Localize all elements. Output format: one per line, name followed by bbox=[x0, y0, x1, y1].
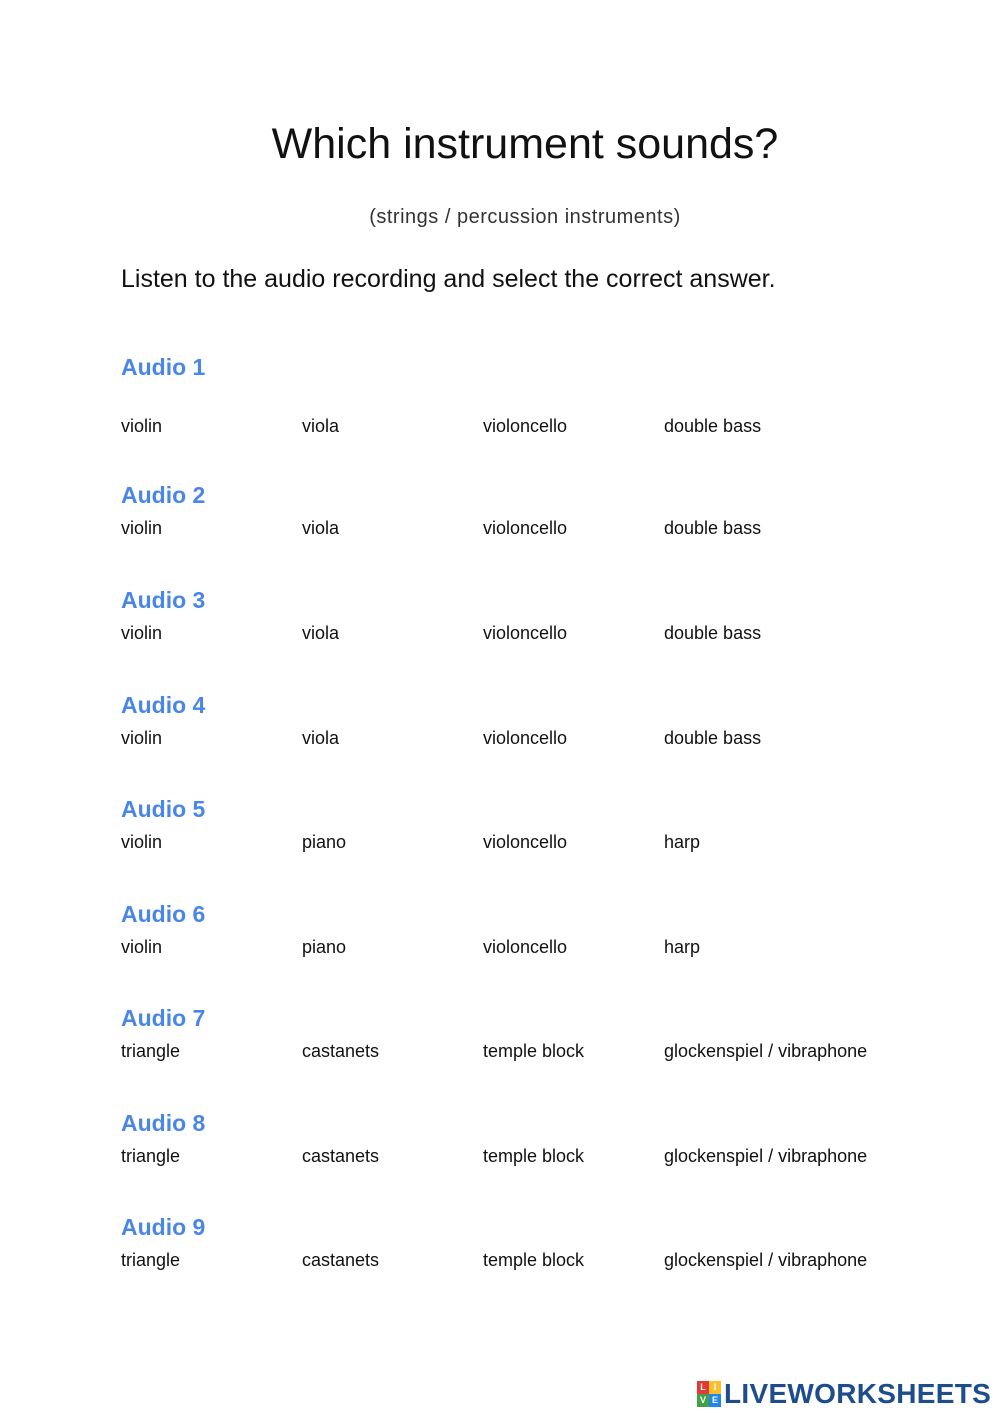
liveworksheets-logo[interactable] bbox=[697, 1378, 991, 1410]
answer-option[interactable]: temple block bbox=[483, 1041, 585, 1061]
question-label: Audio 3 bbox=[121, 587, 206, 613]
answer-option[interactable]: violin bbox=[121, 832, 163, 852]
question-audio-7 bbox=[121, 1003, 921, 1063]
question-label: Audio 7 bbox=[121, 1005, 206, 1031]
answer-option[interactable]: piano bbox=[302, 832, 347, 852]
answer-option[interactable]: triangle bbox=[121, 1146, 181, 1166]
answer-option[interactable]: double bass bbox=[664, 623, 762, 643]
logo-mark-tile: V bbox=[697, 1394, 709, 1407]
question-label: Audio 6 bbox=[121, 901, 206, 927]
answer-option[interactable]: violoncello bbox=[483, 518, 568, 538]
answer-option[interactable]: glockenspiel / vibraphone bbox=[664, 1250, 868, 1270]
answer-options bbox=[121, 830, 921, 854]
question-audio-2 bbox=[121, 480, 921, 540]
question-audio-1 bbox=[121, 352, 921, 438]
answer-option[interactable]: viola bbox=[302, 623, 340, 643]
question-label: Audio 4 bbox=[121, 692, 206, 718]
answer-option[interactable]: castanets bbox=[302, 1250, 380, 1270]
answer-option[interactable]: viola bbox=[302, 416, 340, 436]
answer-option[interactable]: harp bbox=[664, 832, 701, 852]
answer-option[interactable]: glockenspiel / vibraphone bbox=[664, 1146, 868, 1166]
answer-options bbox=[121, 621, 921, 645]
answer-options bbox=[121, 726, 921, 750]
answer-option[interactable]: violin bbox=[121, 623, 163, 643]
answer-option[interactable]: violoncello bbox=[483, 623, 568, 643]
answer-option[interactable]: harp bbox=[664, 937, 701, 957]
logo-mark-tile: I bbox=[709, 1381, 721, 1394]
answer-option[interactable]: viola bbox=[302, 518, 340, 538]
instructions-text: Listen to the audio recording and select the correct answer. bbox=[121, 265, 776, 293]
question-audio-3 bbox=[121, 585, 921, 645]
answer-options bbox=[121, 414, 921, 438]
answer-options bbox=[121, 1144, 921, 1168]
answer-options bbox=[121, 1248, 921, 1272]
answer-option[interactable]: violin bbox=[121, 728, 163, 748]
answer-option[interactable]: double bass bbox=[664, 728, 762, 748]
question-audio-4 bbox=[121, 690, 921, 750]
answer-options bbox=[121, 1039, 921, 1063]
question-label: Audio 2 bbox=[121, 482, 206, 508]
answer-option[interactable]: castanets bbox=[302, 1146, 380, 1166]
answer-option[interactable]: violin bbox=[121, 518, 163, 538]
answer-option[interactable]: violoncello bbox=[483, 937, 568, 957]
logo-mark-tile: L bbox=[697, 1381, 709, 1394]
question-audio-5 bbox=[121, 794, 921, 854]
question-label: Audio 5 bbox=[121, 796, 206, 822]
answer-option[interactable]: violoncello bbox=[483, 416, 568, 436]
answer-options bbox=[121, 935, 921, 959]
logo-mark-tile: E bbox=[709, 1394, 721, 1407]
page-title: Which instrument sounds? bbox=[271, 120, 779, 168]
question-audio-9 bbox=[121, 1212, 921, 1272]
answer-option[interactable]: piano bbox=[302, 937, 347, 957]
answer-option[interactable]: triangle bbox=[121, 1250, 181, 1270]
answer-option[interactable]: viola bbox=[302, 728, 340, 748]
answer-option[interactable]: violin bbox=[121, 937, 163, 957]
question-label: Audio 8 bbox=[121, 1110, 206, 1136]
answer-option[interactable]: violoncello bbox=[483, 832, 568, 852]
answer-option[interactable]: temple block bbox=[483, 1146, 585, 1166]
logo-text: LIVEWORKSHEETS bbox=[724, 1378, 992, 1409]
answer-options bbox=[121, 516, 921, 540]
answer-option[interactable]: violin bbox=[121, 416, 163, 436]
question-audio-6 bbox=[121, 899, 921, 959]
page-subtitle: (strings / percussion instruments) bbox=[369, 206, 681, 228]
question-label: Audio 1 bbox=[121, 354, 206, 380]
question-audio-8 bbox=[121, 1108, 921, 1168]
answer-option[interactable]: glockenspiel / vibraphone bbox=[664, 1041, 868, 1061]
answer-option[interactable]: temple block bbox=[483, 1250, 585, 1270]
answer-option[interactable]: violoncello bbox=[483, 728, 568, 748]
logo-mark-icon bbox=[697, 1381, 721, 1407]
question-label: Audio 9 bbox=[121, 1214, 206, 1240]
answer-option[interactable]: double bass bbox=[664, 518, 762, 538]
answer-option[interactable]: double bass bbox=[664, 416, 762, 436]
answer-option[interactable]: castanets bbox=[302, 1041, 380, 1061]
answer-option[interactable]: triangle bbox=[121, 1041, 181, 1061]
